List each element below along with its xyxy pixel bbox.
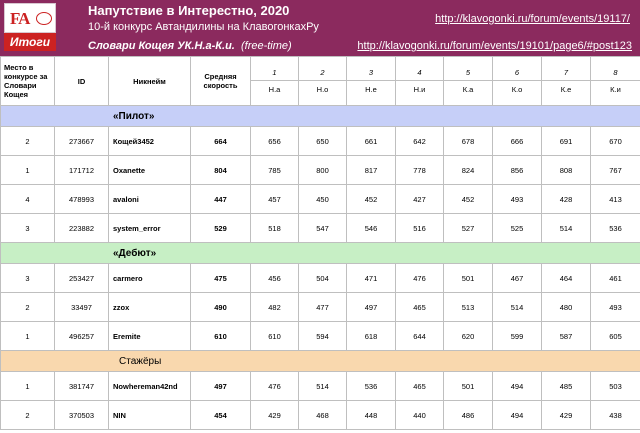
place-cell: 2: [1, 293, 55, 322]
score-cell: 525: [493, 214, 542, 243]
speed-cell: 490: [191, 293, 251, 322]
score-cell: 536: [591, 214, 640, 243]
score-cell: 656: [251, 127, 299, 156]
score-cell: 824: [444, 156, 493, 185]
score-cell: 482: [251, 293, 299, 322]
round-label: К.и: [610, 85, 621, 94]
table-row: [1, 293, 640, 322]
speed-cell: 529: [191, 214, 251, 243]
score-cell: 427: [396, 185, 444, 214]
round-number: 3: [347, 68, 395, 81]
score-cell: 514: [299, 372, 347, 401]
score-cell: 610: [251, 322, 299, 351]
score-cell: 518: [251, 214, 299, 243]
section-title: «Дебют»: [1, 243, 640, 264]
score-cell: 450: [299, 185, 347, 214]
score-cell: 413: [591, 185, 640, 214]
section-row: [1, 351, 640, 372]
section-row: [1, 243, 640, 264]
score-cell: 428: [542, 185, 591, 214]
speed-cell: 610: [191, 322, 251, 351]
score-cell: 468: [299, 401, 347, 430]
table-row: [1, 127, 640, 156]
speed-cell: 475: [191, 264, 251, 293]
speed-cell: 497: [191, 372, 251, 401]
column-header-round: [444, 57, 493, 106]
score-cell: 516: [396, 214, 444, 243]
score-cell: 493: [591, 293, 640, 322]
round-label: Н.а: [268, 85, 281, 94]
event-link[interactable]: http://klavogonki.ru/forum/events/19117/: [435, 13, 630, 25]
round-number: 4: [396, 68, 443, 81]
score-cell: 594: [299, 322, 347, 351]
post-link[interactable]: http://klavogonki.ru/forum/events/19101/page6/#post123: [357, 40, 632, 52]
score-cell: 691: [542, 127, 591, 156]
score-cell: 666: [493, 127, 542, 156]
score-cell: 467: [493, 264, 542, 293]
section-title: Стажёры: [1, 351, 640, 372]
column-header-round: [396, 57, 444, 106]
score-cell: 546: [347, 214, 396, 243]
score-cell: 605: [591, 322, 640, 351]
column-header-round: [542, 57, 591, 106]
place-cell: 3: [1, 264, 55, 293]
score-cell: 471: [347, 264, 396, 293]
score-cell: 493: [493, 185, 542, 214]
score-cell: 767: [591, 156, 640, 185]
score-cell: 464: [542, 264, 591, 293]
place-cell: 3: [1, 214, 55, 243]
id-cell: 33497: [55, 293, 109, 322]
round-number: 8: [591, 68, 640, 81]
score-cell: 429: [542, 401, 591, 430]
place-cell: 1: [1, 322, 55, 351]
score-cell: 778: [396, 156, 444, 185]
speed-cell: 804: [191, 156, 251, 185]
score-cell: 477: [299, 293, 347, 322]
table-header-row: [1, 57, 640, 106]
round-number: 2: [299, 68, 346, 81]
speed-cell: 454: [191, 401, 251, 430]
score-cell: 494: [493, 372, 542, 401]
score-cell: 476: [251, 372, 299, 401]
score-cell: 642: [396, 127, 444, 156]
place-cell: 2: [1, 127, 55, 156]
score-cell: 476: [396, 264, 444, 293]
column-header-round: [251, 57, 299, 106]
nickname-cell: zzox: [109, 293, 191, 322]
logo-text: FA: [10, 9, 30, 28]
score-cell: 661: [347, 127, 396, 156]
nickname-cell: Eremite: [109, 322, 191, 351]
column-header-round: [591, 57, 640, 106]
score-cell: 856: [493, 156, 542, 185]
round-label: Н.о: [316, 85, 329, 94]
table-row: [1, 185, 640, 214]
score-cell: 644: [396, 322, 444, 351]
score-cell: 808: [542, 156, 591, 185]
score-cell: 494: [493, 401, 542, 430]
nickname-cell: Oxanette: [109, 156, 191, 185]
table-row: [1, 214, 640, 243]
score-cell: 620: [444, 322, 493, 351]
place-cell: 2: [1, 401, 55, 430]
round-label: К.а: [462, 85, 474, 94]
score-cell: 678: [444, 127, 493, 156]
logo: [4, 3, 56, 51]
id-cell: 496257: [55, 322, 109, 351]
id-cell: 253427: [55, 264, 109, 293]
nickname-cell: system_error: [109, 214, 191, 243]
score-cell: 800: [299, 156, 347, 185]
score-cell: 438: [591, 401, 640, 430]
nickname-cell: NIN: [109, 401, 191, 430]
score-cell: 501: [444, 372, 493, 401]
table-row: [1, 156, 640, 185]
round-label: К.о: [511, 85, 523, 94]
score-cell: 465: [396, 293, 444, 322]
score-cell: 618: [347, 322, 396, 351]
logo-caption: Итоги: [4, 33, 56, 51]
score-cell: 817: [347, 156, 396, 185]
round-number: 7: [542, 68, 590, 81]
column-header-id: ID: [55, 57, 109, 106]
score-cell: 456: [251, 264, 299, 293]
score-cell: 527: [444, 214, 493, 243]
score-cell: 670: [591, 127, 640, 156]
score-cell: 513: [444, 293, 493, 322]
score-cell: 486: [444, 401, 493, 430]
score-cell: 514: [542, 214, 591, 243]
score-cell: 547: [299, 214, 347, 243]
score-cell: 452: [347, 185, 396, 214]
score-cell: 465: [396, 372, 444, 401]
nickname-cell: Nowhereman42nd: [109, 372, 191, 401]
section-row: [1, 106, 640, 127]
section-title: «Пилот»: [1, 106, 640, 127]
id-cell: 381747: [55, 372, 109, 401]
logo-badge: [4, 3, 56, 33]
table-row: [1, 322, 640, 351]
column-header-place: Место в конкурсе за Словари Кощея: [1, 57, 55, 106]
page-title: Напутствие в Интерестно, 2020: [88, 3, 290, 18]
column-header-speed: Средняя скорость: [191, 57, 251, 106]
nickname-cell: avaloni: [109, 185, 191, 214]
report-header: [0, 0, 640, 56]
score-cell: 461: [591, 264, 640, 293]
score-cell: 501: [444, 264, 493, 293]
speed-cell: 664: [191, 127, 251, 156]
id-cell: 370503: [55, 401, 109, 430]
score-cell: 599: [493, 322, 542, 351]
score-cell: 497: [347, 293, 396, 322]
id-cell: 223882: [55, 214, 109, 243]
place-cell: 1: [1, 372, 55, 401]
mode-label: (free-time): [240, 40, 292, 52]
place-cell: 1: [1, 156, 55, 185]
score-cell: 485: [542, 372, 591, 401]
score-cell: 480: [542, 293, 591, 322]
dictionary-name: Словари Кощея УК.Н.а-К.и.: [88, 40, 235, 52]
column-header-nick: Никнейм: [109, 57, 191, 106]
score-cell: 514: [493, 293, 542, 322]
score-cell: 457: [251, 185, 299, 214]
column-header-round: [347, 57, 396, 106]
score-cell: 448: [347, 401, 396, 430]
swirl-icon: [36, 12, 52, 25]
table-row: [1, 372, 640, 401]
place-cell: 4: [1, 185, 55, 214]
round-label: К.е: [560, 85, 572, 94]
round-label: Н.е: [365, 85, 377, 94]
table-row: [1, 264, 640, 293]
id-cell: 171712: [55, 156, 109, 185]
id-cell: 478993: [55, 185, 109, 214]
score-cell: 785: [251, 156, 299, 185]
score-cell: 504: [299, 264, 347, 293]
score-cell: 650: [299, 127, 347, 156]
score-cell: 452: [444, 185, 493, 214]
nickname-cell: carmero: [109, 264, 191, 293]
score-cell: 503: [591, 372, 640, 401]
round-number: 6: [493, 68, 541, 81]
table-row: [1, 401, 640, 430]
round-number: 1: [251, 68, 298, 81]
dictionary-title: [88, 40, 292, 52]
score-cell: 536: [347, 372, 396, 401]
column-header-round: [299, 57, 347, 106]
nickname-cell: Кощей3452: [109, 127, 191, 156]
speed-cell: 447: [191, 185, 251, 214]
round-label: Н.и: [413, 85, 426, 94]
id-cell: 273667: [55, 127, 109, 156]
round-number: 5: [444, 68, 492, 81]
score-cell: 587: [542, 322, 591, 351]
results-table: [0, 56, 640, 430]
score-cell: 429: [251, 401, 299, 430]
score-cell: 440: [396, 401, 444, 430]
page-subtitle: 10-й конкурс Автандилины на КлавогонкахРу: [88, 21, 319, 33]
column-header-round: [493, 57, 542, 106]
